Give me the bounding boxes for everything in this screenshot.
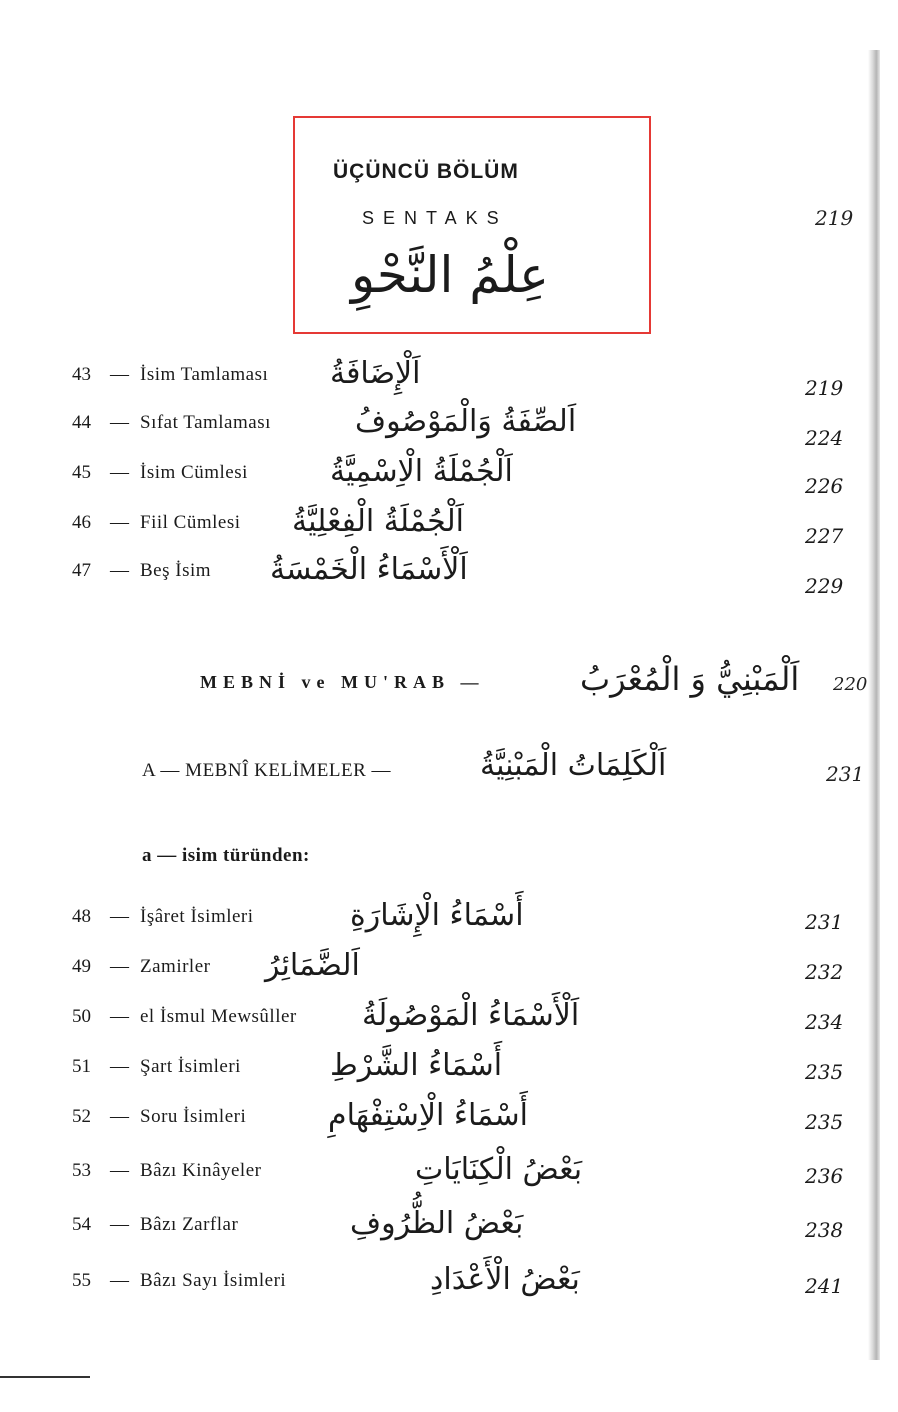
entry-page: 232 — [805, 960, 844, 984]
entry-dash: — — [110, 956, 129, 977]
entry-dash: — — [110, 462, 129, 483]
entry-dash: — — [110, 560, 129, 581]
entry-label: Bâzı Sayı İsimleri — [140, 1270, 287, 1291]
entry-arabic: اَلْجُمْلَةُ الْفِعْلِيَّةُ — [292, 504, 464, 539]
toc-row — [0, 1206, 898, 1246]
entry-label: el İsmul Mewsûller — [140, 1006, 297, 1027]
entry-page: 231 — [805, 910, 844, 934]
subsection-b-heading: a — isim türünden: — [142, 845, 310, 866]
entry-label: Soru İsimleri — [140, 1106, 247, 1127]
entry-label: Bâzı Kinâyeler — [140, 1160, 262, 1181]
toc-row — [0, 404, 898, 450]
entry-label: İşâret İsimleri — [140, 906, 254, 927]
entry-arabic: اَلْجُمْلَةُ الْاِسْمِيَّةُ — [330, 454, 513, 489]
toc-row — [0, 504, 898, 548]
entry-label: Zamirler — [140, 956, 211, 977]
entry-dash: — — [110, 1270, 129, 1291]
entry-label: Fiil Cümlesi — [140, 512, 241, 533]
entry-number: 48 — [72, 906, 91, 927]
entry-dash: — — [110, 1006, 129, 1027]
entry-number: 54 — [72, 1214, 91, 1235]
entry-page: 229 — [805, 574, 844, 598]
toc-row — [0, 1048, 898, 1088]
entry-label: İsim Cümlesi — [140, 462, 248, 483]
section-arabic: اَلْمَبْنِيُّ وَ الْمُعْرَبُ — [580, 660, 800, 698]
entry-page: 227 — [805, 524, 844, 548]
entry-label: Bâzı Zarflar — [140, 1214, 239, 1235]
entry-label: Sıfat Tamlaması — [140, 412, 271, 433]
entry-arabic: اَلضَّمَائِرُ — [265, 948, 360, 983]
entry-arabic: اَلْإِضَافَةُ — [330, 356, 421, 391]
entry-number: 43 — [72, 364, 91, 385]
toc-row — [0, 1098, 898, 1138]
toc-row — [0, 454, 898, 498]
toc-row — [0, 552, 898, 598]
entry-number: 51 — [72, 1056, 91, 1077]
entry-arabic: اَلصِّفَةُ وَالْمَوْصُوفُ — [355, 404, 577, 439]
entry-arabic: بَعْضُ الظُّرُوفِ — [350, 1206, 524, 1241]
entry-number: 53 — [72, 1160, 91, 1181]
entry-arabic: اَلْأَسْمَاءُ الْخَمْسَةُ — [270, 552, 468, 587]
toc-row — [0, 898, 898, 938]
subsection-arabic: اَلْكَلِمَاتُ الْمَبْنِيَّةُ — [480, 748, 667, 783]
entry-dash: — — [110, 364, 129, 385]
entry-dash: — — [110, 1056, 129, 1077]
toc-row — [0, 356, 898, 400]
entry-dash: — — [110, 512, 129, 533]
entry-number: 46 — [72, 512, 91, 533]
entry-arabic: بَعْضُ الْأَعْدَادِ — [430, 1262, 580, 1297]
entry-arabic: أَسْمَاءُ الشَّرْطِ — [330, 1048, 503, 1083]
entry-dash: — — [110, 1160, 129, 1181]
subsection-heading: A — MEBNÎ KELİMELER — — [142, 760, 392, 781]
entry-label: Beş İsim — [140, 560, 212, 581]
entry-page: 235 — [805, 1060, 844, 1084]
entry-dash: — — [110, 1106, 129, 1127]
entry-arabic: اَلْأَسْمَاءُ الْمَوْصُولَةُ — [362, 998, 580, 1033]
entry-number: 52 — [72, 1106, 91, 1127]
entry-page: 224 — [805, 426, 844, 450]
part-subtitle: SENTAKS — [362, 208, 508, 228]
entry-dash: — — [110, 1214, 129, 1235]
entry-number: 47 — [72, 560, 91, 581]
entry-dash: — — [110, 412, 129, 433]
toc-row — [0, 948, 898, 988]
entry-page: 234 — [805, 1010, 844, 1034]
entry-number: 50 — [72, 1006, 91, 1027]
toc-row — [0, 1262, 898, 1302]
toc-row — [0, 1152, 898, 1192]
entry-label: İsim Tamlaması — [140, 364, 269, 385]
entry-arabic: أَسْمَاءُ الْاِسْتِفْهَامِ — [328, 1098, 528, 1133]
entry-page: 226 — [805, 474, 844, 498]
entry-arabic: أَسْمَاءُ الْإِشَارَةِ — [350, 898, 524, 933]
entry-number: 55 — [72, 1270, 91, 1291]
entry-number: 44 — [72, 412, 91, 433]
subsection-page-number: 231 — [826, 762, 865, 786]
part-page-number: 219 — [815, 206, 854, 230]
section-heading: MEBNİ ve MU'RAB — — [200, 672, 485, 692]
entry-page: 235 — [805, 1110, 844, 1134]
entry-label: Şart İsimleri — [140, 1056, 241, 1077]
page-edge-line — [0, 1376, 90, 1378]
section-page-number: 220 — [833, 674, 868, 695]
entry-page: 236 — [805, 1164, 844, 1188]
entry-arabic: بَعْضُ الْكِنَايَاتِ — [415, 1152, 583, 1187]
entry-page: 241 — [805, 1274, 844, 1298]
part-arabic-title: عِلْمُ النَّحْوِ — [351, 246, 549, 304]
entry-number: 45 — [72, 462, 91, 483]
toc-row — [0, 998, 898, 1038]
entry-number: 49 — [72, 956, 91, 977]
entry-page: 238 — [805, 1218, 844, 1242]
entry-page: 219 — [805, 376, 844, 400]
part-title: ÜÇÜNCÜ BÖLÜM — [333, 160, 519, 183]
entry-dash: — — [110, 906, 129, 927]
